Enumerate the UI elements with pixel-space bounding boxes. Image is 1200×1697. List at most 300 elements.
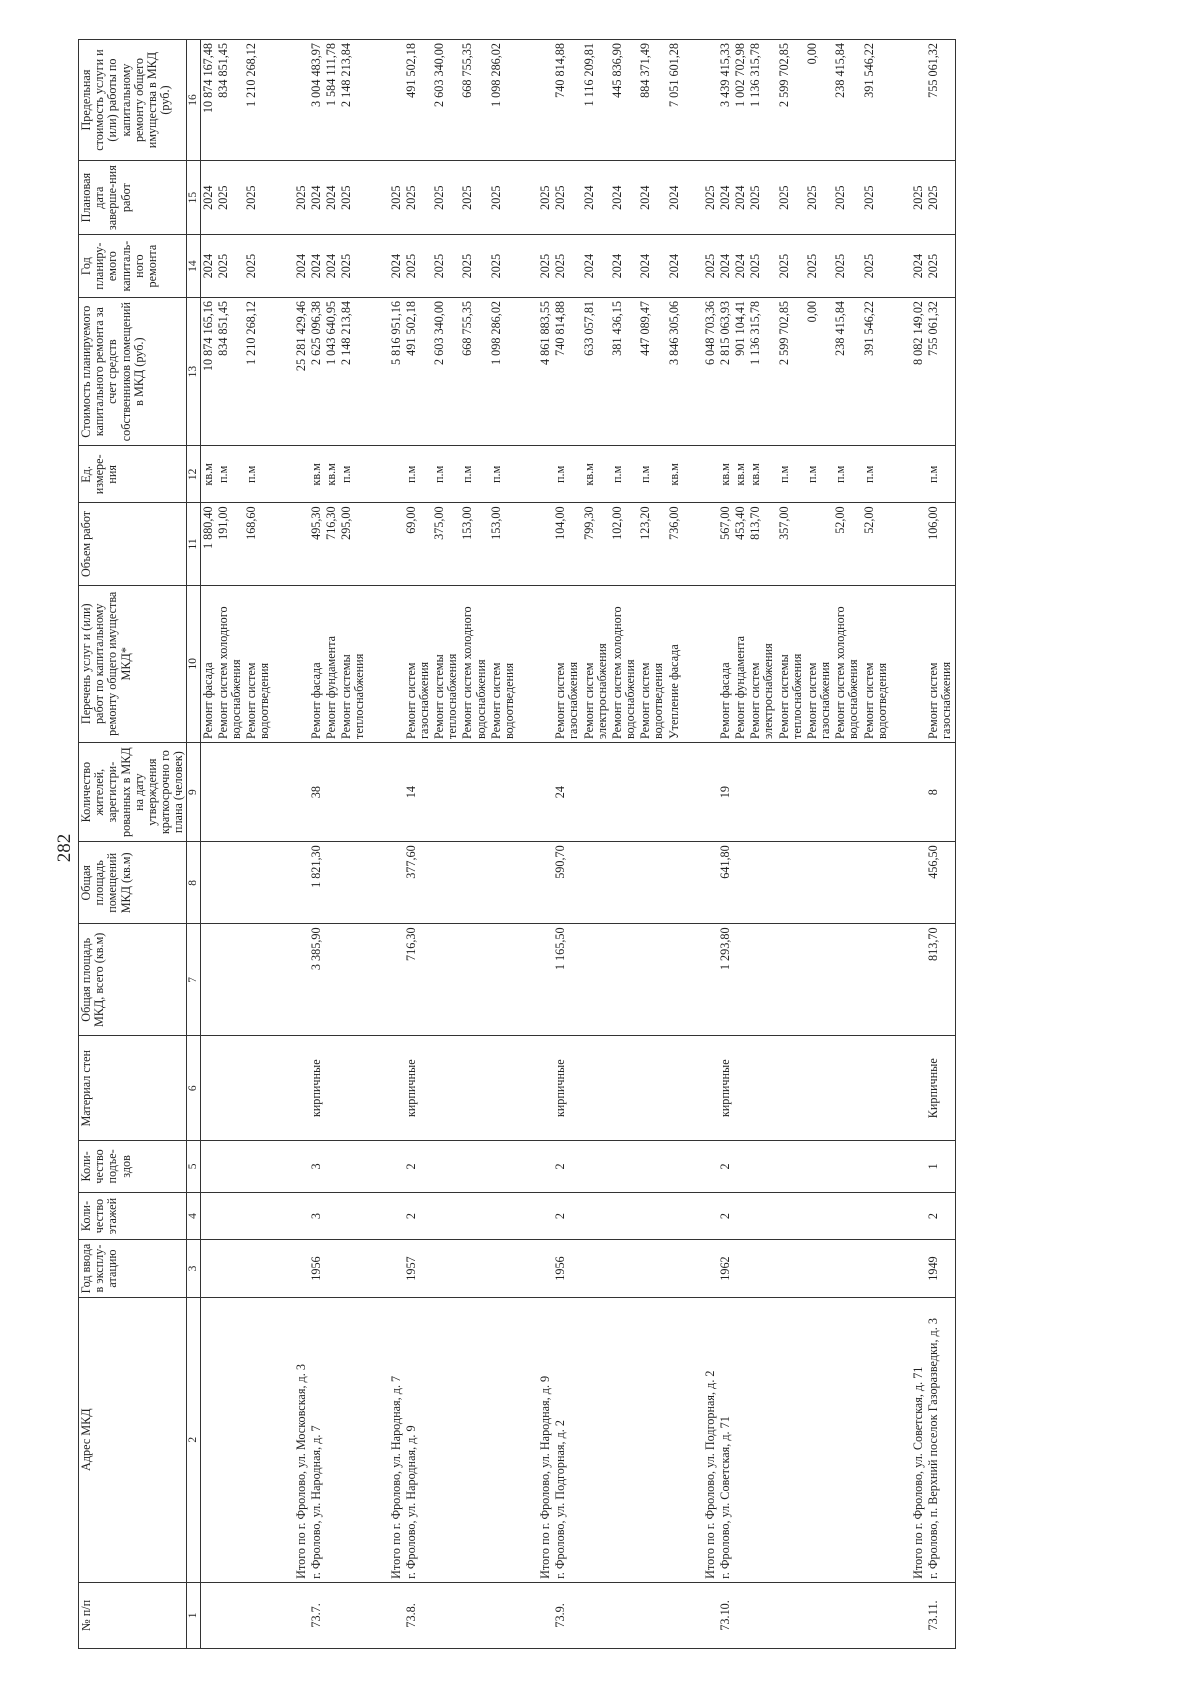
work-type-cell (368, 585, 404, 742)
entrances-cell (432, 1141, 460, 1192)
unit-cell: кв.м (324, 446, 339, 503)
end-date-cell: 2025 (805, 161, 833, 235)
wall-material-cell: кирпичные (309, 1036, 324, 1141)
row-number-cell: 73.7. (309, 1582, 324, 1648)
end-date-cell: 2025 (553, 161, 581, 235)
rooms-area-cell (682, 842, 718, 924)
column-header-5: Коли-чество подъе-здов (79, 1141, 187, 1192)
repair-year-cell: 2025 (748, 235, 776, 298)
column-number-6: 6 (187, 1036, 200, 1141)
rooms-area-cell (667, 842, 682, 924)
limit-cost-cell (517, 40, 553, 161)
unit-cell: п.м (777, 446, 805, 503)
row-number-cell (805, 1582, 833, 1648)
limit-cost-cell: 3 004 483,97 (309, 40, 324, 161)
entrances-cell: 1 (926, 1141, 955, 1192)
total-area-cell (890, 924, 926, 1036)
floors-cell (517, 1192, 553, 1240)
limit-cost-cell: 7 051 601,28 (667, 40, 682, 161)
total-area-cell (833, 924, 861, 1036)
end-date-cell: 2025 (926, 161, 955, 235)
column-number-row (187, 40, 200, 1649)
column-number-3: 3 (187, 1240, 200, 1297)
unit-cell (368, 446, 404, 503)
year-built-cell (610, 1240, 638, 1297)
repair-cost-cell: 2 815 063,93 (718, 297, 733, 445)
end-date-cell: 2024 (638, 161, 666, 235)
wall-material-cell: кирпичные (718, 1036, 733, 1141)
unit-cell (517, 446, 553, 503)
limit-cost-cell: 2 148 213,84 (339, 40, 367, 161)
address-cell (324, 1297, 339, 1582)
rooms-area-cell (733, 842, 748, 924)
row-number-cell (517, 1582, 553, 1648)
limit-cost-cell: 445 836,90 (610, 40, 638, 161)
row-number-cell (273, 1582, 309, 1648)
repair-year-cell: 2024 (582, 235, 610, 298)
column-header-12: Ед. измере-ния (79, 446, 187, 503)
building-row (553, 40, 581, 1649)
total-area-cell (200, 924, 216, 1036)
repair-cost-cell: 834 851,45 (216, 297, 244, 445)
floors-cell: 2 (718, 1192, 733, 1240)
address-cell: г. Фролово, ул. Советская, д. 71 (718, 1297, 733, 1582)
unit-cell: кв.м (582, 446, 610, 503)
year-built-cell (273, 1240, 309, 1297)
address-cell (805, 1297, 833, 1582)
work-type-cell: Ремонт систем водоотведения (244, 585, 272, 742)
repair-cost-cell: 1 098 286,02 (489, 297, 517, 445)
end-date-cell: 2024 (309, 161, 324, 235)
floors-cell (777, 1192, 805, 1240)
column-header-9: Количество жителей, зарегистри-рованных в МКД на дату утверждения краткосрочно го плана (человек) (79, 743, 187, 842)
work-volume-cell: 375,00 (432, 503, 460, 585)
residents-cell (638, 743, 666, 842)
rooms-area-cell: 641,80 (718, 842, 733, 924)
rooms-area-cell (368, 842, 404, 924)
entrances-cell (517, 1141, 553, 1192)
unit-cell (682, 446, 718, 503)
entrances-cell (833, 1141, 861, 1192)
residents-cell (667, 743, 682, 842)
residents-cell (517, 743, 553, 842)
residents-cell (432, 743, 460, 842)
rooms-area-cell: 1 821,30 (309, 842, 324, 924)
limit-cost-cell: 491 502,18 (404, 40, 432, 161)
limit-cost-cell: 740 814,88 (553, 40, 581, 161)
rooms-area-cell (582, 842, 610, 924)
work-row (610, 40, 638, 1649)
entrances-cell (682, 1141, 718, 1192)
year-built-cell (200, 1240, 216, 1297)
floors-cell (748, 1192, 776, 1240)
column-number-9: 9 (187, 743, 200, 842)
total-area-cell (216, 924, 244, 1036)
unit-cell: п.м (553, 446, 581, 503)
unit-cell: п.м (339, 446, 367, 503)
row-number-cell (582, 1582, 610, 1648)
work-row (216, 40, 244, 1649)
work-type-cell: Ремонт систем электроснабжения (582, 585, 610, 742)
floors-cell: 3 (309, 1192, 324, 1240)
residents-cell: 14 (404, 743, 432, 842)
floors-cell (339, 1192, 367, 1240)
column-number-4: 4 (187, 1192, 200, 1240)
total-area-cell (748, 924, 776, 1036)
work-type-cell (682, 585, 718, 742)
residents-cell (339, 743, 367, 842)
column-number-2: 2 (187, 1297, 200, 1582)
entrances-cell (777, 1141, 805, 1192)
entrances-cell (489, 1141, 517, 1192)
repair-year-cell: 2025 (682, 235, 718, 298)
entrances-cell: 2 (553, 1141, 581, 1192)
total-area-cell (777, 924, 805, 1036)
column-number-11: 11 (187, 503, 200, 585)
floors-cell (682, 1192, 718, 1240)
work-row (805, 40, 833, 1649)
total-area-cell (339, 924, 367, 1036)
residents-cell (460, 743, 488, 842)
column-number-10: 10 (187, 585, 200, 742)
work-type-cell: Утепление фасада (667, 585, 682, 742)
work-type-cell: Ремонт фасада (309, 585, 324, 742)
building-row (309, 40, 324, 1649)
limit-cost-cell: 755 061,32 (926, 40, 955, 161)
repair-year-cell: 2024 (638, 235, 666, 298)
end-date-cell: 2025 (748, 161, 776, 235)
year-built-cell (460, 1240, 488, 1297)
work-row (667, 40, 682, 1649)
work-type-cell: Ремонт систем холодного водоснабжения (216, 585, 244, 742)
work-volume-cell: 102,00 (610, 503, 638, 585)
limit-cost-cell: 2 599 702,85 (777, 40, 805, 161)
limit-cost-cell: 10 874 167,48 (200, 40, 216, 161)
address-cell (432, 1297, 460, 1582)
floors-cell (244, 1192, 272, 1240)
column-header-14: Год планиру-емого капиталь-ного ремонта (79, 235, 187, 298)
work-row (324, 40, 339, 1649)
total-area-cell (489, 924, 517, 1036)
rooms-area-cell (432, 842, 460, 924)
row-number-cell (432, 1582, 460, 1648)
limit-cost-cell: 1 584 111,78 (324, 40, 339, 161)
residents-cell: 19 (718, 743, 733, 842)
floors-cell (862, 1192, 890, 1240)
rooms-area-cell (244, 842, 272, 924)
rooms-area-cell (339, 842, 367, 924)
floors-cell (610, 1192, 638, 1240)
address-cell (244, 1297, 272, 1582)
residents-cell (805, 743, 833, 842)
repair-year-cell: 2025 (777, 235, 805, 298)
repair-year-cell: 2024 (309, 235, 324, 298)
residents-cell (582, 743, 610, 842)
work-type-cell: Ремонт систем водоотведения (638, 585, 666, 742)
year-built-cell (833, 1240, 861, 1297)
wall-material-cell (216, 1036, 244, 1141)
work-row (862, 40, 890, 1649)
total-area-cell (610, 924, 638, 1036)
rooms-area-cell (610, 842, 638, 924)
total-area-cell: 716,30 (404, 924, 432, 1036)
entrances-cell (244, 1141, 272, 1192)
end-date-cell: 2025 (273, 161, 309, 235)
work-row (582, 40, 610, 1649)
limit-cost-cell: 0,00 (805, 40, 833, 161)
residents-cell (273, 743, 309, 842)
building-row (718, 40, 733, 1649)
total-row (682, 40, 718, 1649)
total-area-cell (324, 924, 339, 1036)
unit-cell: кв.м (733, 446, 748, 503)
work-volume-cell: 1 880,40 (200, 503, 216, 585)
address-cell (733, 1297, 748, 1582)
limit-cost-cell (682, 40, 718, 161)
repair-year-cell: 2025 (244, 235, 272, 298)
year-built-cell (682, 1240, 718, 1297)
rooms-area-cell (833, 842, 861, 924)
rooms-area-cell (777, 842, 805, 924)
unit-cell: кв.м (667, 446, 682, 503)
work-type-cell: Ремонт системы теплоснабжения (777, 585, 805, 742)
repair-year-cell: 2025 (404, 235, 432, 298)
address-cell: г. Фролово, ул. Подгорная, д. 2 (553, 1297, 581, 1582)
building-row (926, 40, 955, 1649)
address-cell (460, 1297, 488, 1582)
work-type-cell: Ремонт систем водоотведения (489, 585, 517, 742)
work-volume-cell: 567,00 (718, 503, 733, 585)
repair-cost-cell: 4 861 883,55 (517, 297, 553, 445)
total-row (517, 40, 553, 1649)
floors-cell (368, 1192, 404, 1240)
repair-cost-cell: 238 415,84 (833, 297, 861, 445)
wall-material-cell (489, 1036, 517, 1141)
wall-material-cell (862, 1036, 890, 1141)
row-number-cell (324, 1582, 339, 1648)
work-type-cell: Ремонт систем газоснабжения (926, 585, 955, 742)
floors-cell (805, 1192, 833, 1240)
limit-cost-cell: 391 546,22 (862, 40, 890, 161)
repair-year-cell: 2025 (862, 235, 890, 298)
entrances-cell (890, 1141, 926, 1192)
residents-cell (610, 743, 638, 842)
entrances-cell: 2 (404, 1141, 432, 1192)
row-number-cell (733, 1582, 748, 1648)
total-area-cell (244, 924, 272, 1036)
floors-cell (733, 1192, 748, 1240)
repair-cost-cell: 0,00 (805, 297, 833, 445)
repair-year-cell: 2024 (718, 235, 733, 298)
repair-year-cell: 2025 (460, 235, 488, 298)
wall-material-cell (748, 1036, 776, 1141)
total-area-cell: 1 293,80 (718, 924, 733, 1036)
end-date-cell: 2025 (432, 161, 460, 235)
wall-material-cell (733, 1036, 748, 1141)
total-area-cell (368, 924, 404, 1036)
total-area-cell: 3 385,90 (309, 924, 324, 1036)
wall-material-cell (324, 1036, 339, 1141)
repair-year-cell: 2025 (833, 235, 861, 298)
address-cell: Итого по г. Фролово, ул. Советская, д. 71 (890, 1297, 926, 1582)
address-cell (748, 1297, 776, 1582)
column-number-7: 7 (187, 924, 200, 1036)
repair-cost-cell: 755 061,32 (926, 297, 955, 445)
limit-cost-cell (890, 40, 926, 161)
total-area-cell (682, 924, 718, 1036)
entrances-cell (339, 1141, 367, 1192)
address-cell (610, 1297, 638, 1582)
total-area-cell (432, 924, 460, 1036)
work-volume-cell: 453,40 (733, 503, 748, 585)
floors-cell (216, 1192, 244, 1240)
row-number-cell (862, 1582, 890, 1648)
row-number-cell (489, 1582, 517, 1648)
repair-year-cell: 2025 (489, 235, 517, 298)
total-area-cell: 813,70 (926, 924, 955, 1036)
row-number-cell (667, 1582, 682, 1648)
unit-cell (890, 446, 926, 503)
floors-cell: 2 (404, 1192, 432, 1240)
column-number-16: 16 (187, 40, 200, 161)
rooms-area-cell (638, 842, 666, 924)
year-built-cell (805, 1240, 833, 1297)
column-header-4: Коли-чество этажей (79, 1192, 187, 1240)
wall-material-cell (638, 1036, 666, 1141)
unit-cell: п.м (805, 446, 833, 503)
end-date-cell: 2025 (682, 161, 718, 235)
address-cell: Итого по г. Фролово, ул. Московская, д. 3 (273, 1297, 309, 1582)
repair-cost-cell: 25 281 429,46 (273, 297, 309, 445)
end-date-cell: 2025 (890, 161, 926, 235)
repair-year-cell: 2025 (339, 235, 367, 298)
row-number-cell: 73.8. (404, 1582, 432, 1648)
unit-cell: п.м (432, 446, 460, 503)
unit-cell: кв.м (718, 446, 733, 503)
work-type-cell: Ремонт систем водоотведения (862, 585, 890, 742)
address-cell: Итого по г. Фролово, ул. Подгорная, д. 2 (682, 1297, 718, 1582)
row-number-cell (682, 1582, 718, 1648)
column-header-7: Общая площадь МКД, всего (кв.м) (79, 924, 187, 1036)
repair-cost-cell: 391 546,22 (862, 297, 890, 445)
address-cell (833, 1297, 861, 1582)
repair-year-cell: 2024 (200, 235, 216, 298)
repair-year-cell: 2024 (324, 235, 339, 298)
work-volume-cell (805, 503, 833, 585)
entrances-cell (368, 1141, 404, 1192)
work-volume-cell: 813,70 (748, 503, 776, 585)
work-row (833, 40, 861, 1649)
total-area-cell (638, 924, 666, 1036)
work-volume-cell: 799,30 (582, 503, 610, 585)
row-number-cell (748, 1582, 776, 1648)
repair-cost-cell: 1 210 268,12 (244, 297, 272, 445)
end-date-cell: 2024 (610, 161, 638, 235)
address-cell (862, 1297, 890, 1582)
rooms-area-cell (273, 842, 309, 924)
residents-cell: 24 (553, 743, 581, 842)
residents-cell (200, 743, 216, 842)
table-header (79, 40, 201, 1649)
address-cell (777, 1297, 805, 1582)
limit-cost-cell: 1 136 315,78 (748, 40, 776, 161)
work-volume-cell: 153,00 (460, 503, 488, 585)
end-date-cell: 2025 (460, 161, 488, 235)
end-date-cell: 2025 (862, 161, 890, 235)
header-row (79, 40, 187, 1649)
limit-cost-cell: 2 603 340,00 (432, 40, 460, 161)
work-type-cell (517, 585, 553, 742)
entrances-cell (610, 1141, 638, 1192)
address-cell: г. Фролово, ул. Народная, д. 7 (309, 1297, 324, 1582)
wall-material-cell (833, 1036, 861, 1141)
repair-year-cell: 2024 (610, 235, 638, 298)
work-type-cell: Ремонт систем газоснабжения (805, 585, 833, 742)
wall-material-cell: кирпичные (404, 1036, 432, 1141)
year-built-cell (244, 1240, 272, 1297)
entrances-cell (460, 1141, 488, 1192)
rooms-area-cell (324, 842, 339, 924)
year-built-cell (368, 1240, 404, 1297)
rooms-area-cell (748, 842, 776, 924)
year-built-cell: 1957 (404, 1240, 432, 1297)
work-row (244, 40, 272, 1649)
year-built-cell (733, 1240, 748, 1297)
unit-cell: п.м (862, 446, 890, 503)
wall-material-cell (460, 1036, 488, 1141)
repair-year-cell: 2025 (216, 235, 244, 298)
work-type-cell: Ремонт фундамента (733, 585, 748, 742)
entrances-cell (862, 1141, 890, 1192)
wall-material-cell (273, 1036, 309, 1141)
address-cell (200, 1297, 216, 1582)
address-cell (582, 1297, 610, 1582)
rooms-area-cell (517, 842, 553, 924)
residents-cell (244, 743, 272, 842)
column-header-2: Адрес МКД (79, 1297, 187, 1582)
wall-material-cell (805, 1036, 833, 1141)
residents-cell (489, 743, 517, 842)
column-number-5: 5 (187, 1141, 200, 1192)
work-row (489, 40, 517, 1649)
wall-material-cell (200, 1036, 216, 1141)
row-number-cell: 73.11. (926, 1582, 955, 1648)
unit-cell: кв.м (748, 446, 776, 503)
end-date-cell: 2025 (833, 161, 861, 235)
floors-cell (324, 1192, 339, 1240)
total-row (890, 40, 926, 1649)
total-area-cell (805, 924, 833, 1036)
repair-cost-cell: 633 057,81 (582, 297, 610, 445)
end-date-cell: 2025 (489, 161, 517, 235)
repair-year-cell: 2024 (733, 235, 748, 298)
work-volume-cell: 106,00 (926, 503, 955, 585)
row-number-cell (216, 1582, 244, 1648)
column-header-13: Стоимость планируемого капитального ремонта за счет средств собственников помещений в МКД (руб.) (79, 297, 187, 445)
entrances-cell: 3 (309, 1141, 324, 1192)
work-type-cell: Ремонт систем газоснабжения (404, 585, 432, 742)
wall-material-cell (890, 1036, 926, 1141)
year-built-cell (638, 1240, 666, 1297)
residents-cell (890, 743, 926, 842)
residents-cell (748, 743, 776, 842)
repair-cost-cell: 2 625 096,38 (309, 297, 324, 445)
repair-cost-cell: 10 874 165,16 (200, 297, 216, 445)
column-header-8: Общая площадь помещений МКД (кв.м) (79, 842, 187, 924)
work-volume-cell (273, 503, 309, 585)
end-date-cell: 2024 (200, 161, 216, 235)
work-row (748, 40, 776, 1649)
